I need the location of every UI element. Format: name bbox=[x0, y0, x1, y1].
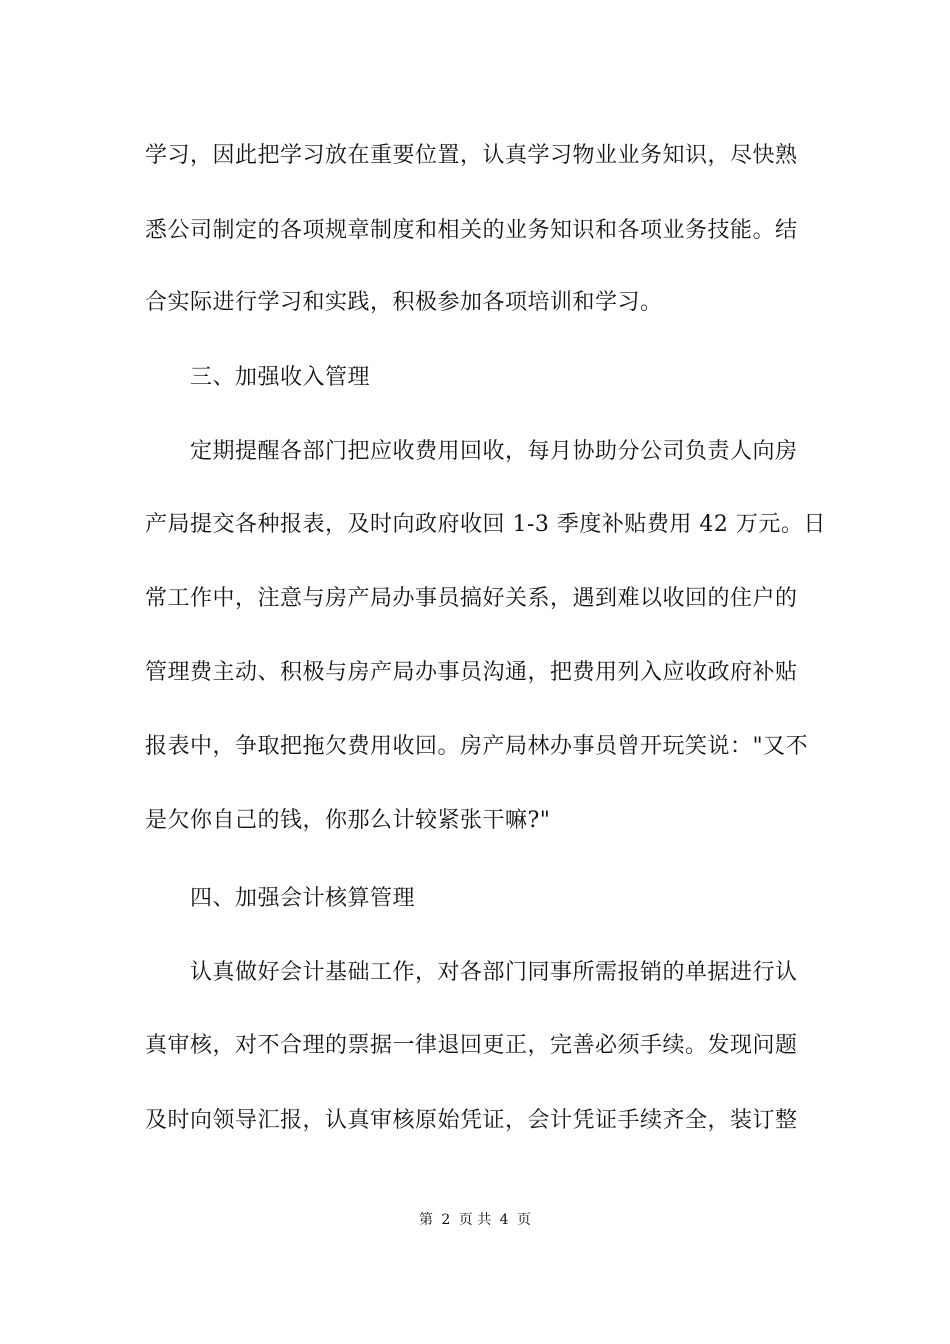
section-heading: 四、加强会计核算管理 bbox=[190, 886, 416, 911]
footer-prefix: 第 bbox=[418, 1212, 433, 1228]
body-text-line: 及时向领导汇报，认真审核原始凭证，会计凭证手续齐全，装订整 bbox=[145, 1108, 798, 1133]
page-footer bbox=[0, 1210, 950, 1230]
body-text-line: 合实际进行学习和实践，积极参加各项培训和学习。 bbox=[145, 290, 663, 315]
footer-middle: 页 共 bbox=[458, 1212, 492, 1228]
body-text-line: 管理费主动、积极与房产局办事员沟通，把费用列入应收政府补贴 bbox=[145, 660, 798, 685]
body-text-line: 报表中，争取把拖欠费用收回。房产局林办事员曾开玩笑说："又不 bbox=[145, 734, 809, 759]
footer-suffix: 页 bbox=[517, 1212, 532, 1228]
footer-page-number: 2 bbox=[441, 1212, 451, 1228]
body-text-line: 常工作中，注意与房产局办事员搞好关系，遇到难以收回的住户的 bbox=[145, 586, 798, 611]
body-text-line: 产局提交各种报表，及时向政府收回 1-3 季度补贴费用 42 万元。日 bbox=[145, 512, 826, 537]
body-text-line: 悉公司制定的各项规章制度和相关的业务知识和各项业务技能。结 bbox=[145, 218, 798, 243]
body-text-line: 真审核，对不合理的票据一律退回更正，完善必须手续。发现问题 bbox=[145, 1033, 798, 1058]
footer-total-pages: 4 bbox=[499, 1212, 509, 1228]
body-text-line: 认真做好会计基础工作，对各部门同事所需报销的单据进行认 bbox=[190, 960, 798, 985]
body-text-line: 学习，因此把学习放在重要位置，认真学习物业业务知识，尽快熟 bbox=[145, 143, 798, 168]
section-heading: 三、加强收入管理 bbox=[190, 365, 371, 390]
body-text-line: 是欠你自己的钱，你那么计较紧张干嘛?" bbox=[145, 808, 551, 833]
body-text-line: 定期提醒各部门把应收费用回收，每月协助分公司负责人向房 bbox=[190, 439, 798, 464]
